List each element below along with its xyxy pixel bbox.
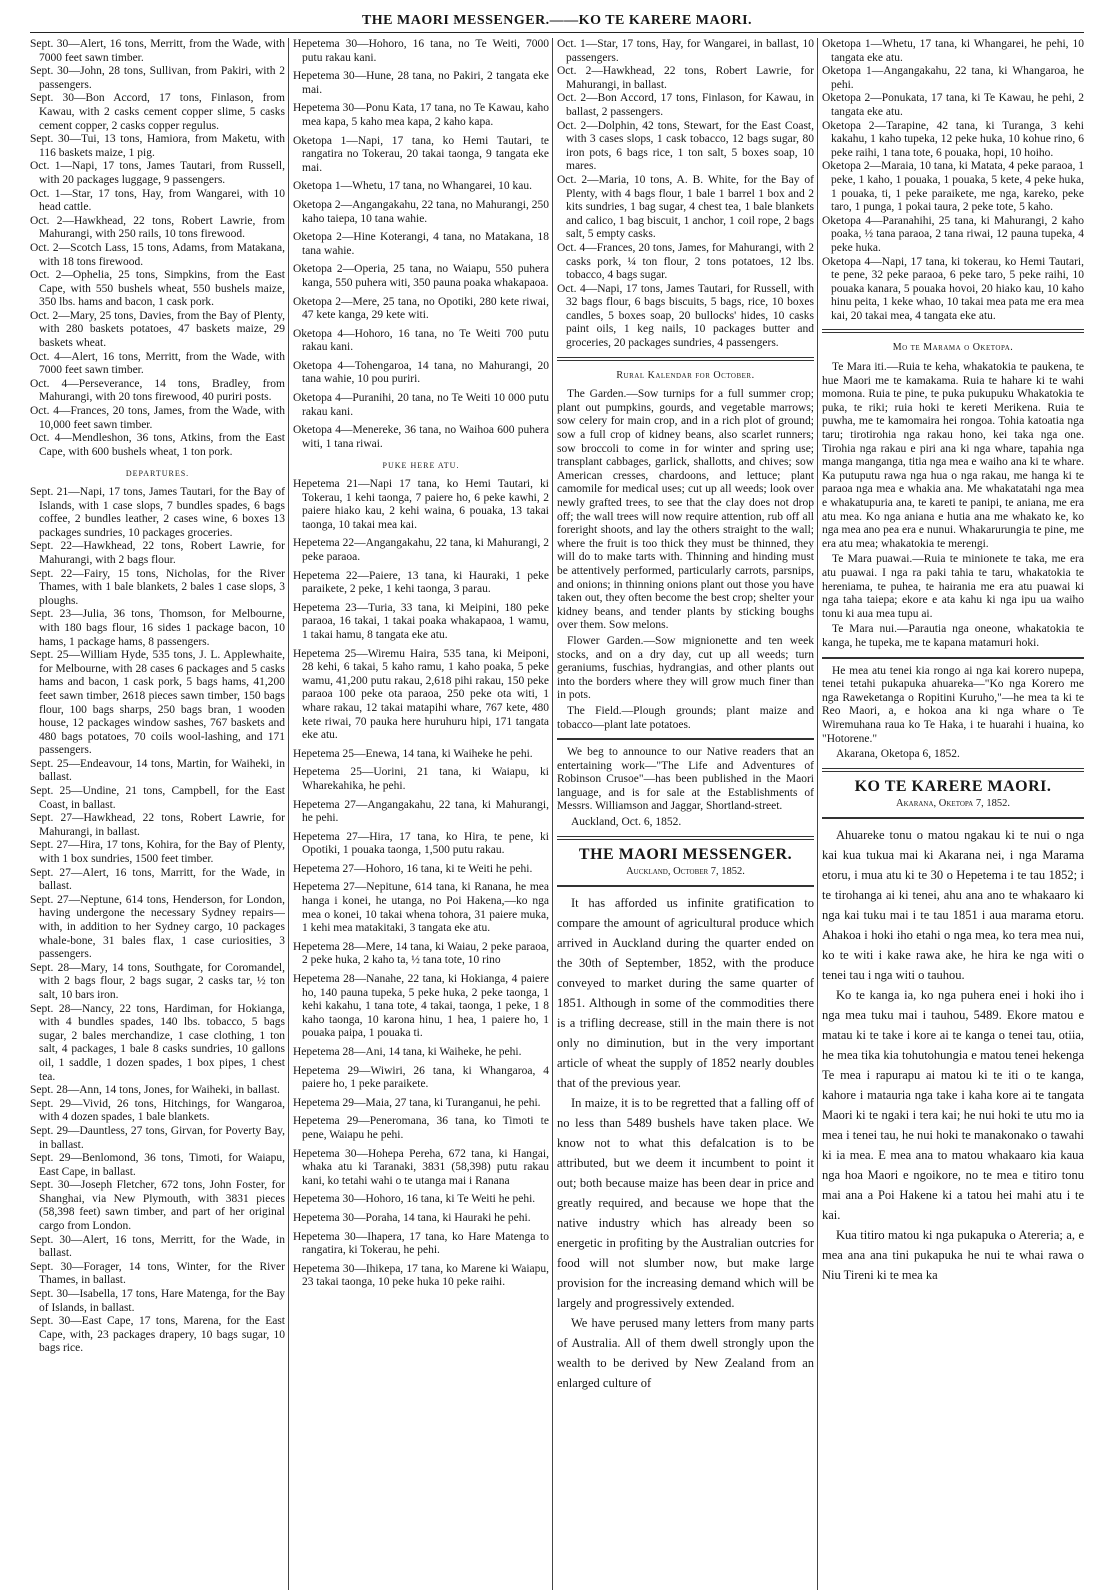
shipping-entry: Sept. 30—Alert, 16 tons, Merritt, for the Wade, in ballast. [30, 1233, 285, 1260]
marama-text [822, 361, 1084, 650]
column-shipping-english [30, 38, 285, 1593]
shipping-entry: Hepetema 23—Turia, 33 tana, ki Meipini, 180 peke paraoa, 16 takai, 1 takai poaka whakapaoa, 1 wamu, 1 takai hamu, 8 tangata eke atu. [293, 601, 549, 641]
shipping-entry: Oct. 1—Star, 17 tons, Hay, for Wangarei, in ballast, 10 passengers. [557, 38, 814, 64]
shipping-entry: Oketopa 4—Napi, 17 tana, ki tokerau, ko Hemi Tautari, te pene, 32 peke paraoa, 6 peke taro, 5 peke raihi, 10 pouaka kanara, 5 pouaka hovoi, 20 hiako kau, 10 kaho hinu peita, 1 keke whao, 10 takai mea pata me era mea kai, 20 takai mea, 4 tangata eke atu. [822, 255, 1084, 322]
shipping-entry: Oketopa 4—Tohengaroa, 14 tana, no Mahurangi, 20 tana wahie, 10 pou puriri. [293, 359, 549, 386]
shipping-entry: Oct. 4—Napi, 17 tons, James Tautari, for Russell, with 32 bags flour, 6 bags biscuits, 5 bags, rice, 10 boxes candles, 5 boxes soap, 20 bullocks' hides, 10 casks paint oils, 1 keg nails, 10 packages butter and groceries, 20 packages sundries, 4 passengers. [557, 282, 814, 350]
shipping-entry: Oketopa 2—Hine Koterangi, 4 tana, no Matakana, 18 tana wahie. [293, 231, 549, 257]
marama-title: Mo te Marama o Oketopa. [892, 342, 1014, 354]
divider [557, 836, 814, 840]
editorial-paragraph: It has afforded us infinite gratification to compare the amount of agricultural produce which arrived in Auckland during the quarter ended on the 30th of September, 1852, with the produce conveyed to market during the same quarter of 1851. Although in some of the commodities there is a trifling decrease, still in the main there is not only no diminution, but in the very important article of wheat the supply of 1852 nearly doubles that of the previous year. [557, 895, 814, 1090]
departures-heading: DEPARTURES. [125, 469, 190, 479]
shipping-entry: Oketopa 2—Ponukata, 17 tana, ki Te Kawau, he pehi, 2 tangata eke atu. [822, 92, 1084, 118]
shipping-entry: Oct. 2—Ophelia, 25 tons, Simpkins, from the East Cape, with 550 bushels wheat, 550 bushels maize, 350 lbs. hams and bacon, 1 cask pork. [30, 269, 285, 309]
shipping-entry: Oct. 2—Mary, 25 tons, Davies, from the Bay of Plenty, with 280 baskets potatoes, 47 baskets maize, 29 baskets wheat. [30, 309, 285, 350]
shipping-entry: Sept. 30—Tui, 13 tons, Hamiora, from Maketu, with 116 baskets maize, 1 pig. [30, 133, 285, 159]
divider [822, 768, 1084, 772]
shipping-entry: Sept. 30—Bon Accord, 17 tons, Finlason, from Kawau, with 2 casks cement copper slime, 5 casks cement copper, 2 casks copper regulus. [30, 92, 285, 132]
shipping-entry: Oct. 2—Scotch Lass, 15 tons, Adams, from Matakana, with 18 tons firewood. [30, 241, 285, 268]
column-shipping-maori [293, 38, 549, 1593]
shipping-entry: Hepetema 30—Hohepa Pereha, 672 tana, ki Hangai, whaka atu ki Taranaki, 3831 (58,398) putu rakau kani, ko tetahi wahi o te utanga mai i Ranana [293, 1147, 549, 1187]
notice-signature: Auckland, Oct. 6, 1852. [571, 816, 682, 829]
shipping-entry: Oketopa 4—Puranihi, 20 tana, no Te Weiti 10 000 putu rakau kani. [293, 392, 549, 418]
shipping-entry: Hepetema 28—Nanahe, 22 tana, ki Hokianga, 4 paiere ho, 140 pauna tupeka, 5 peke huka, 2 peke taonga, 1 kehi kakahu, 1 tana tote, 4 takai, taonga, 1 peke, 1 8 kaho taonga, 10 karona hinu, 1 hea, 1 paiere ho, 1 pouaka paipa, 1 pouaka ti. [293, 973, 549, 1040]
kalendar-paragraph: The Garden.—Sow turnips for a full summer crop; plant out pumpkins, gourds, and vegetable marrows; sow celery for main crop, and in a rich plot of ground; sow a full crop of kidney beans, also scarlet runners; sow broccoli to come in for winter and spring use; transplant cabbages, garlick, shallotts, and chives; sow American cresses, chardoons, and lettuce; plant camomile for medical uses; cut up all weeds; look over newly grafted trees, to see that the clay does not drop off; the wall trees will now require attention, rub off all foreright shoots, and lay the others straight to the wall; where the fruit is too thick they must be thinned, they will do to make tarts with. Thinning and hinding must be attentively performed, particularly carrots, parsnips, and onions; in thinning onions plant out those you have taken out, they often become the best crop; shelter your kidney beans, and tender plants by sticking boughs over them. Sow melons. [557, 388, 814, 632]
shipping-entry: Sept. 25—Endeavour, 14 tons, Martin, for Waiheki, in ballast. [30, 757, 285, 784]
shipping-entry: Oketopa 1—Angangakahu, 22 tana, ki Whangaroa, he pehi. [822, 65, 1084, 91]
shipping-entry: Sept. 30—Joseph Fletcher, 672 tons, John Foster, for Shanghai, via New Plymouth, with 3831 pieces (58,398 feet) sawn timber, and part of her original cargo from London. [30, 1179, 285, 1233]
shipping-entry: Sept. 25—Undine, 21 tons, Campbell, for the East Coast, in ballast. [30, 785, 285, 811]
shipping-entry: Hepetema 25—Wiremu Haira, 535 tana, ki Meiponi, 28 kehi, 6 takai, 5 kaho ramu, 1 kaho poaka, 5 peke wamu, 41,200 putu rakau, 2,618 pihi rakau, 150 peke paraoa 100 peke ota paraoa, 250 peke ota witi, 1 whare rakau, 12 takai matapihi whare, 767 kete, 480 kete riwai, 70 pauka here huruhuru hipi, 171 tangata eke atu. [293, 647, 549, 742]
shipping-entry: Hepetema 30—Hune, 28 tana, no Pakiri, 2 tangata eke mai. [293, 70, 549, 96]
shipping-entry: Oct. 4—Mendleshon, 36 tons, Atkins, from the East Cape, with 600 bushels wheat, 1 ton pork. [30, 432, 285, 458]
shipping-entry: Hepetema 28—Ani, 14 tana, ki Waiheke, he pehi. [293, 1046, 522, 1058]
column-rule [288, 38, 289, 1590]
shipping-entry: Sept. 27—Neptune, 614 tons, Henderson, for London, having undergone the necessary Sydney repairs—with, in addition to her Sydney cargo, 10 packages whale-bone, 31 bales flax, 1 case curiosities, 3 passengers. [30, 893, 285, 961]
divider [822, 329, 1084, 333]
shipping-entry: Sept. 30—Forager, 14 tons, Winter, for the River Thames, in ballast. [30, 1260, 285, 1287]
shipping-entry: Oketopa 1—Whetu, 17 tana, ki Whangarei, he pehi, 10 tangata eke atu. [822, 38, 1084, 64]
shipping-entry: Oketopa 4—Paranahihi, 25 tana, ki Mahurangi, 2 kaho poaka, ½ tana paraoa, 2 tana riwai, 12 pauna tupeka, 4 peke huka. [822, 214, 1084, 254]
shipping-entry: Hepetema 30—Hohoro, 16 tana, no Te Weiti, 7000 putu rakau kani. [293, 38, 549, 64]
editorial-paragraph: Kua titiro matou ki nga pukapuka o Atereria; a, e mea ana ana tini pukapuka he nui te whai rawa o Niu Tireni ki te mea ka [822, 1227, 1084, 1282]
divider [557, 357, 814, 361]
shipping-entry: Oketopa 4—Hohoro, 16 tana, no Te Weiti 700 putu rakau kani. [293, 327, 549, 354]
shipping-entry: Oct. 2—Dolphin, 42 tons, Stewart, for the East Coast, with 3 cases slops, 1 cask tobacco, 12 bags sugar, 80 iron pots, 6 bags rice, 1 ton salt, 5 boxes soap, 10 mares. [557, 119, 814, 173]
shipping-entry: Oct. 1—Star, 17 tons, Hay, from Wangarei, with 10 head cattle. [30, 187, 285, 214]
editorial-paragraph: We have perused many letters from many parts of Australia. All of them dwell strongly upon the wealth to be derived by New Zealand from an enlarged culture of [557, 1315, 814, 1390]
shipping-entry: Hepetema 30—Ihikepa, 17 tana, ko Marene ki Waiapu, 23 takai taonga, 10 peke huka 10 peke raihi. [293, 1262, 549, 1289]
shipping-entry: Oct. 4—Perseverance, 14 tons, Bradley, from Mahurangi, with 20 tons firewood, 40 puriri posts. [30, 377, 285, 404]
shipping-entry: Sept. 30—Isabella, 17 tons, Hare Matenga, for the Bay of Islands, in ballast. [30, 1288, 285, 1314]
kalendar-paragraph: Flower Garden.—Sow mignionette and ten week stocks, and on a dry day, cut up all weeds; turn geraniums, fuschias, hydrangias, and other plants out into the borders where they will grow much finer than in pots. [557, 634, 814, 702]
shipping-entry: Hepetema 25—Uorini, 21 tana, ki Waiapu, ki Wharekahika, he pehi. [293, 766, 549, 792]
shipping-entry: Oketopa 2—Maraia, 10 tana, ki Matata, 4 peke paraoa, 1 peke, 1 kaho, 1 pouaka, 1 pouaka, 5 kete, 4 peke huka, 1 pouaka, ti, 1 peke paraikete, me nga, kareko, peke taro, 1 punga, 1 pokai taura, 2 peke tote, 5 kaho. [822, 160, 1084, 214]
shipping-entry: Hepetema 22—Angangakahu, 22 tana, ki Mahurangi, 2 peke paraoa. [293, 537, 549, 563]
shipping-entry: Sept. 30—John, 28 tons, Sullivan, from Pakiri, with 2 passengers. [30, 65, 285, 91]
departures-continued-maori [822, 38, 1084, 323]
shipping-entry: Sept. 28—Ann, 14 tons, Jones, for Waiheki, in ballast. [30, 1084, 280, 1097]
editorial-paragraph: In maize, it is to be regretted that a falling off of no less than 5489 bushels have taken place. We know not to what this defalcation is to be attributed, but we deem it incumbent to point it out; both because maize has been dear in price and greatly required, and because we hope that the native industry which has already been so energetic in profiting by the Australian outcries for food will not slumber now, but make large provision for the increasing demand which will be largely and progressively extended. [557, 1095, 814, 1310]
shipping-entry: Oketopa 2—Angangakahu, 22 tana, no Mahurangi, 250 kaho taiepa, 10 tana wahie. [293, 198, 549, 225]
shipping-entry: Hepetema 30—Ihapera, 17 tana, ko Hare Matenga to rangatira, ki Tokerau, he pehi. [293, 1230, 549, 1257]
divider [557, 885, 814, 887]
shipping-entry: Sept. 28—Nancy, 22 tons, Hardiman, for Hokianga, with 4 bundles spades, 140 lbs. tobacco, 5 bags sugar, 2 bales merchandize, 1 case clothing, 1 ton salt, 4 packages, 1 bale 8 casks sundries, 10 gallons oil, 1 saddle, 1 dozen spades, 1 box pipes, 1 chest tea. [30, 1002, 285, 1083]
departures-list-english [30, 486, 285, 1356]
editorial-text-maori [822, 825, 1084, 1285]
editorial-text [557, 893, 814, 1393]
shipping-entry: Hepetema 29—Maia, 27 tana, ki Turanganui, he pehi. [293, 1096, 541, 1109]
departures-list-maori [293, 478, 549, 1290]
column-maori-editorial [822, 38, 1084, 1593]
shipping-entry: Oct. 2—Hawkhead, 22 tons, Robert Lawrie, for Mahurangi, in ballast. [557, 65, 814, 91]
editorial-paragraph: Ahuareke tonu o matou ngakau ki te nui o nga kai kua tukua mai ki Akarana nei, i nga Marama etoru, i mua atu ki te 30 o Hepetema i te tau 1852; i te tirohanga ai ki tenei, ahu ana ano te whakaaro ki nga kai tuku mai i te tau 1851 i aua marama etoru. Ahakoa i hoki iho etahi o nga mea, ko tera mea nui, ko te witi i kake rawa ake, he hira ke nga witi o tenei tau i nga witi o tauhou. [822, 827, 1084, 982]
column-rule [552, 38, 553, 1590]
shipping-entry: Hepetema 28—Mere, 14 tana, ki Waiau, 2 peke paraoa, 2 peke huka, 2 kaho ta, ½ tana tote, 10 rino [293, 940, 549, 967]
shipping-entry: Sept. 23—Julia, 36 tons, Thomson, for Melbourne, with 180 bags flour, 16 sides 1 package bacon, 10 hams, 1 package hams, 8 passengers. [30, 608, 285, 648]
paper-title: THE MAORI MESSENGER. [578, 845, 793, 863]
shipping-entry: Sept. 29—Vivid, 26 tons, Hitchings, for Wangaroa, with 4 dozen spades, 1 bale blankets. [30, 1097, 285, 1124]
shipping-entry: Sept. 27—Alert, 16 tons, Marritt, for the Wade, in ballast. [30, 866, 285, 893]
marama-paragraph: Te Mara puawai.—Ruia te minionete te taka, me era atu puawai. I nga ra paki tahia te taru, whakatokia te hereniama, te puhea, te hairania me era atu puawai ki nga taha taiepa; ekore e ata kahu ki nga ipu ua waiho tonu ki aua mea tupu ai. [822, 553, 1084, 620]
shipping-entry: Hepetema 29—Peneromana, 36 tana, ko Timoti te pene, Waiapu he pehi. [293, 1115, 549, 1141]
departures-heading-maori: PUKE HERE ATU. [382, 461, 460, 471]
column-rule [817, 38, 818, 1590]
shipping-entry: Sept. 22—Hawkhead, 22 tons, Robert Lawrie, for Mahurangi, with 2 bags flour. [30, 540, 285, 566]
shipping-entry: Sept. 30—East Cape, 17 tons, Marena, for the East Cape, with, 23 packages drapery, 10 bags sugar, 10 bags rice. [30, 1315, 285, 1355]
editorial-paragraph: Ko te kanga ia, ko nga puhera enei i hoki iho i nga mea tuku mai i tauhou, 5489. Ekore matou e matau ki te take i kore ai te kanga o tenei tau, otiia, he mea tika kia tohutohungia e matou tenei hekenga Te mea i rapurapu ai matou ki te iti o te kanga, kahore i matauria nga take i kaha kore ai te tangata Maori ki te ngaki i tera kai; he nui hoki te utu mo ia mea i tenei tau, he nui hoki te manakonako o tawahi ki ia mea. E mea ana to matou whakaaro kia kaua nga hoa Maori e ngoikore, no te mea e titiro tonu mai ana a Poi Hakene ki a tatou hei mahi atu i te kai. [822, 987, 1084, 1222]
dateline: Auckland, October 7, 1852. [626, 866, 745, 878]
divider [822, 657, 1084, 659]
shipping-entry: Oct. 4—Frances, 20 tons, James, for Mahurangi, with 2 casks pork, ¼ ton flour, 2 tons potatoes, 12 lbs. tobacco, 4 bags sugar. [557, 241, 814, 282]
shipping-entry: Hepetema 27—Nepitune, 614 tana, ki Ranana, he mea hanga i konei, he utanga, no Poi Hakena,—ko nga mea o konei, 10 takai whena tohora, 31 paiere muka, 1 kehi mea matakitaki, 3 tangata eke atu. [293, 881, 549, 935]
notice-signature-maori: Akarana, Oketopa 6, 1852. [836, 748, 960, 761]
shipping-entry: Oct. 4—Frances, 20 tons, James, from the Wade, with 10,000 feet sawn timber. [30, 405, 285, 431]
shipping-entry: Hepetema 25—Enewa, 14 tana, ki Waiheke he pehi. [293, 747, 533, 760]
shipping-entry: Oketopa 1—Napi, 17 tana, ko Hemi Tautari, te rangatira no Tokerau, 20 takai taonga, 9 tangata eke mai. [293, 134, 549, 174]
notice-text-maori: He mea atu tenei kia rongo ai nga kai korero nupepa, tenei tetahi pukapuka ahuareka—"Ko nga Korero me nga Raweketanga o Ropitini Kuruho,"—he mea ta ki te Reo Maori, a, e hokoa ana ki nga whare o Te Wiremuhana raua ko Te Haka, i te huarahi i huaina, ko "Hotorene." [822, 664, 1084, 745]
notice-text: We beg to announce to our Native readers that an entertaining work—"The Life and Adventures of Robinson Crusoe"—has been published in the Maori language, and is for sale at the Establishments of Messrs. Williamson and Jaggar, Shortland-street. [557, 746, 814, 813]
shipping-entry: Sept. 29—Benlomond, 36 tons, Timoti, for Waiapu, East Cape, in ballast. [30, 1152, 285, 1178]
arrivals-list-maori [293, 38, 549, 451]
divider [557, 738, 814, 740]
shipping-entry: Sept. 29—Dauntless, 27 tons, Girvan, for Poverty Bay, in ballast. [30, 1124, 285, 1151]
shipping-entry: Hepetema 27—Hira, 17 tana, ko Hira, te pene, ki Opotiki, 1 pouaka taonga, 1,500 putu rakau. [293, 830, 549, 857]
marama-paragraph: Te Mara iti.—Ruia te keha, whakatokia te paukena, te hue Maori me te kamakama. Ruia te hahare ki te wahi momona. Ruia te pine, te puka pukupuku Whakatokia te puka, te riki; ruia hoki te kereti Merikena. Ruia te puwha, me te kamomaira hei rongoa. Tohia katoatia nga taru; tirotirohia nga rakau hono, kei taka nga one. Tirohia nga rakau e piri ana ki nga whare, tapahia nga manga manganga, titia nga mea e waiho ana ki te whare. Ka putuputu rawa nga hua o nga rakau, me hanga ki te paraoa nga mea e whakia ana. Me whakatatahi nga mea e whakatupuria ana, te kareti te panipi, te aniana, me era atu mea. Ko nga aniana e hutia ana me whakato ke, ko nga mea ano pea era e nunui. Whakarurungia te pine, me era atu mea; whakatokia te merengi. [822, 361, 1084, 550]
shipping-entry: Hepetema 27—Angangakahu, 22 tana, ki Mahurangi, he pehi. [293, 798, 549, 825]
marama-paragraph: Te Mara nui.—Parautia nga oneone, whakatokia te kanga, he tupeka, me te kapana matamuri hoki. [822, 623, 1084, 649]
kalendar-paragraph: The Field.—Plough grounds; plant maize and tobacco—plant late potatoes. [557, 704, 814, 731]
shipping-entry: Oketopa 2—Tarapine, 42 tana, ki Turanga, 3 kehi kakahu, 1 kaho tupeka, 12 peke huka, 10 kohue rino, 6 peke raihi, 1 tana tote, 6 pouaka, hopi, 10 hoiho. [822, 119, 1084, 159]
kalendar-title: Rural Kalendar for October. [616, 369, 755, 381]
divider [822, 817, 1084, 819]
shipping-entry: Hepetema 21—Napi 17 tana, ko Hemi Tautari, ki Tokerau, 1 kehi taonga, 7 paiere ho, 6 peke kawhi, 2 paiere hiako kau, 2 kehi waina, 6 pouaka, 13 takai taonga, 10 takai mea kai. [293, 478, 549, 531]
shipping-entry: Oketopa 2—Mere, 25 tana, no Opotiki, 280 kete riwai, 47 kete kanga, 29 kete witi. [293, 295, 549, 322]
shipping-entry: Sept. 30—Alert, 16 tons, Merritt, from the Wade, with 7000 feet sawn timber. [30, 38, 285, 64]
shipping-entry: Oketopa 1—Whetu, 17 tana, no Whangarei, 10 kau. [293, 180, 532, 193]
dateline-maori: Akarana, Oketopa 7, 1852. [896, 798, 1010, 810]
shipping-entry: Oct. 2—Maria, 10 tons, A. B. White, for the Bay of Plenty, with 4 bags flour, 1 bale 1 barrel 1 box and 2 kits sundries, 1 bag sugar, 4 chest tea, 1 bale blankets and calico, 1 bag biscuit, 1 anchor, 1 coil rope, 2 bags salt, 5 empty casks. [557, 173, 814, 241]
arrivals-list-english [30, 38, 285, 459]
shipping-entry: Hepetema 29—Wiwiri, 26 tana, ki Whangaroa, 4 paiere ho, 1 peke paraikete. [293, 1064, 549, 1091]
shipping-entry: Sept. 27—Hira, 17 tons, Kohira, for the Bay of Plenty, with 1 box sundries, 1500 feet timber. [30, 839, 285, 866]
shipping-entry: Oketopa 2—Operia, 25 tana, no Waiapu, 550 puhera kanga, 550 puhera witi, 350 pauna poaka whakapaoa. [293, 263, 549, 289]
shipping-entry: Hepetema 22—Paiere, 13 tana, ki Hauraki, 1 peke paraikete, 2 peke, 1 kehi taonga, 3 parau. [293, 569, 549, 596]
column-english-editorial [557, 38, 814, 1593]
shipping-entry: Sept. 28—Mary, 14 tons, Southgate, for Coromandel, with 2 bags flour, 2 bags sugar, 2 casks tar, ½ ton salt, 10 bars iron. [30, 961, 285, 1001]
shipping-entry: Oct. 1—Napi, 17 tons, James Tautari, from Russell, with 20 packages luggage, 9 passengers. [30, 160, 285, 186]
departures-continued-english [557, 38, 814, 351]
paper-title-maori: KO TE KARERE MAORI. [854, 777, 1052, 795]
shipping-entry: Hepetema 27—Hohoro, 16 tana, ki te Weiti he pehi. [293, 862, 533, 875]
shipping-entry: Hepetema 30—Poraha, 14 tana, ki Hauraki he pehi. [293, 1211, 531, 1224]
masthead: THE MAORI MESSENGER.——KO TE KARERE MAORI. [30, 10, 1084, 33]
shipping-entry: Sept. 22—Fairy, 15 tons, Nicholas, for the River Thames, with 1 bale blankets, 2 bales 1 case slops, 3 ploughs. [30, 567, 285, 607]
shipping-entry: Oketopa 4—Menereke, 36 tana, no Waihoa 600 puhera witi, 1 tana riwai. [293, 424, 549, 450]
shipping-entry: Sept. 27—Hawkhead, 22 tons, Robert Lawrie, for Mahurangi, in ballast. [30, 812, 285, 838]
shipping-entry: Hepetema 30—Hohoro, 16 tana, ki Te Weiti he pehi. [293, 1193, 536, 1206]
shipping-entry: Oct. 2—Hawkhead, 22 tons, Robert Lawrie, from Mahurangi, with 250 rails, 10 tons firewood. [30, 214, 285, 241]
shipping-entry: Sept. 25—William Hyde, 535 tons, J. L. Applewhaite, for Melbourne, with 28 cases 6 packages and 5 casks hams and bacon, 1 cask pork, 5 bags hams, 41,200 feet sawn timber, 2618 pieces sawn timber, 150 bags flour, 100 bags sharps, 250 bags bran, 1 wooden house, 12 packages window sashes, 767 baskets and 480 bags potatoes, 70 coils wool-lashing, and 171 passengers. [30, 649, 285, 757]
shipping-entry: Sept. 21—Napi, 17 tons, James Tautari, for the Bay of Islands, with 1 case slops, 7 bundles spades, 6 bags coffee, 2 bundles leather, 2 cases wine, 6 boxes 13 packages sundries, 10 packages groceries. [30, 486, 285, 539]
shipping-entry: Hepetema 30—Ponu Kata, 17 tana, no Te Kawau, kaho mea kapa, 5 kaho mea kapa, 2 kaho kapa. [293, 102, 549, 128]
kalendar-text [557, 388, 814, 732]
shipping-entry: Oct. 4—Alert, 16 tons, Merritt, from the Wade, with 7000 feet sawn timber. [30, 350, 285, 377]
shipping-entry: Oct. 2—Bon Accord, 17 tons, Finlason, for Kawau, in ballast, 2 passengers. [557, 92, 814, 118]
